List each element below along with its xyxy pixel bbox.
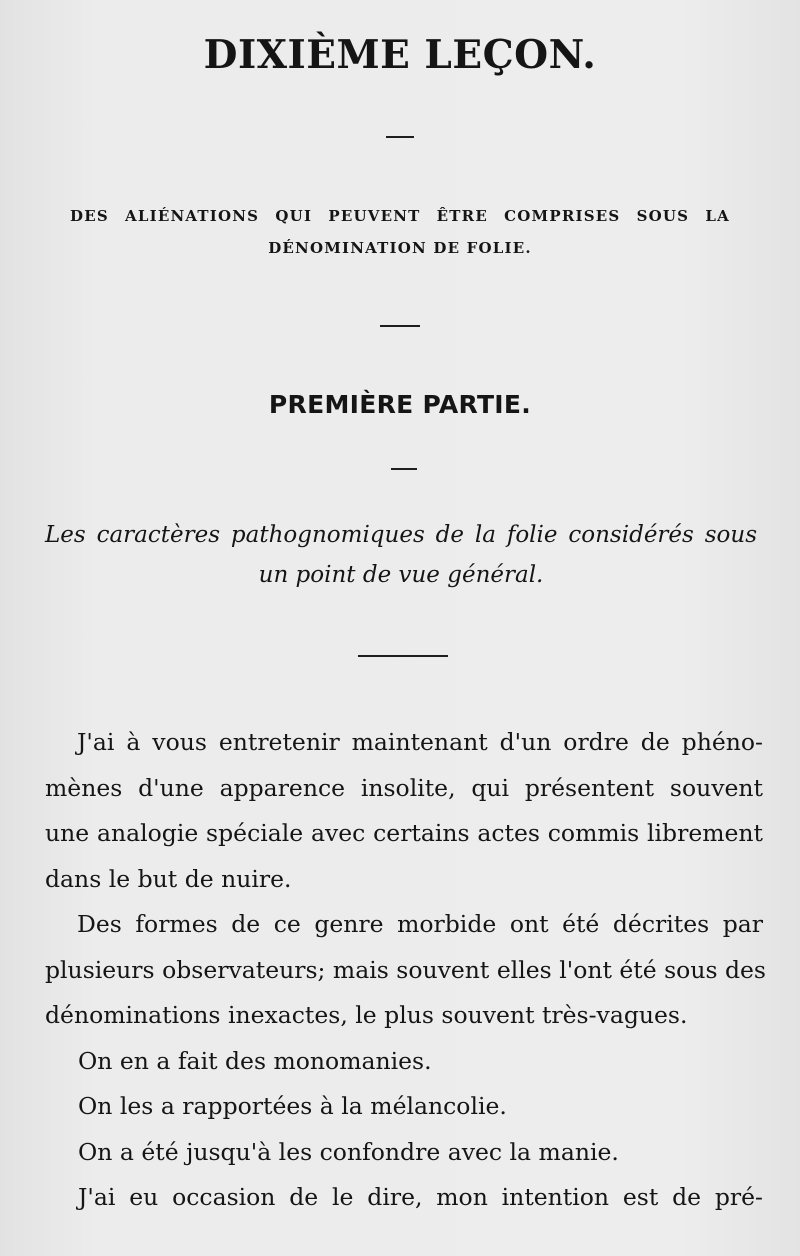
divider-rule-3	[391, 468, 417, 470]
divider-rule-1	[386, 136, 414, 138]
divider-rule-4	[358, 655, 448, 657]
paragraph-6	[45, 1175, 763, 1221]
text-line: On a été jusqu'à les confondre avec la manie.	[78, 1137, 619, 1166]
text-line: J'ai eu occasion de le dire, mon intention est de pré-	[78, 1183, 763, 1211]
chapter-title: DIXIÈME LEÇON.	[203, 32, 597, 78]
text-line: une analogie spéciale avec certains actes commis librement	[45, 819, 763, 847]
text-line: Des formes de ce genre morbide ont été décrites par	[77, 910, 763, 938]
chapter-subtitle-line-1: DES ALIÉNATIONS QUI PEUVENT ÊTRE COMPRISES SOUS LA	[70, 207, 730, 225]
text-line: dans le but de nuire.	[45, 864, 292, 893]
part-title: PREMIÈRE PARTIE.	[268, 390, 532, 419]
divider-rule-2	[380, 325, 420, 327]
paragraph-1	[45, 720, 763, 902]
chapter-subtitle-line-2: DÉNOMINATION DE FOLIE.	[268, 239, 532, 257]
paragraph-5	[45, 1130, 763, 1176]
section-heading	[45, 515, 757, 595]
chapter-subtitle	[70, 200, 730, 264]
body-text	[45, 720, 766, 1221]
paragraph-4	[45, 1084, 763, 1130]
paragraph-3	[45, 1039, 763, 1085]
paragraph-2	[45, 902, 766, 1039]
text-line: On les a rapportées à la mélancolie.	[78, 1092, 507, 1120]
text-line: On en a fait des monomanies.	[78, 1046, 432, 1075]
text-line: mènes d'une apparence insolite, qui présentent souvent	[45, 773, 763, 802]
section-heading-line-1: Les caractères pathognomiques de la folie considérés sous	[45, 522, 757, 548]
text-line: dénominations inexactes, le plus souvent très-vagues.	[45, 1001, 688, 1029]
text-line: J'ai à vous entretenir maintenant d'un ordre de phéno-	[77, 728, 763, 756]
text-line: plusieurs observateurs; mais souvent elles l'ont été sous des	[45, 955, 766, 984]
section-heading-line-2: un point de vue général.	[258, 562, 544, 588]
